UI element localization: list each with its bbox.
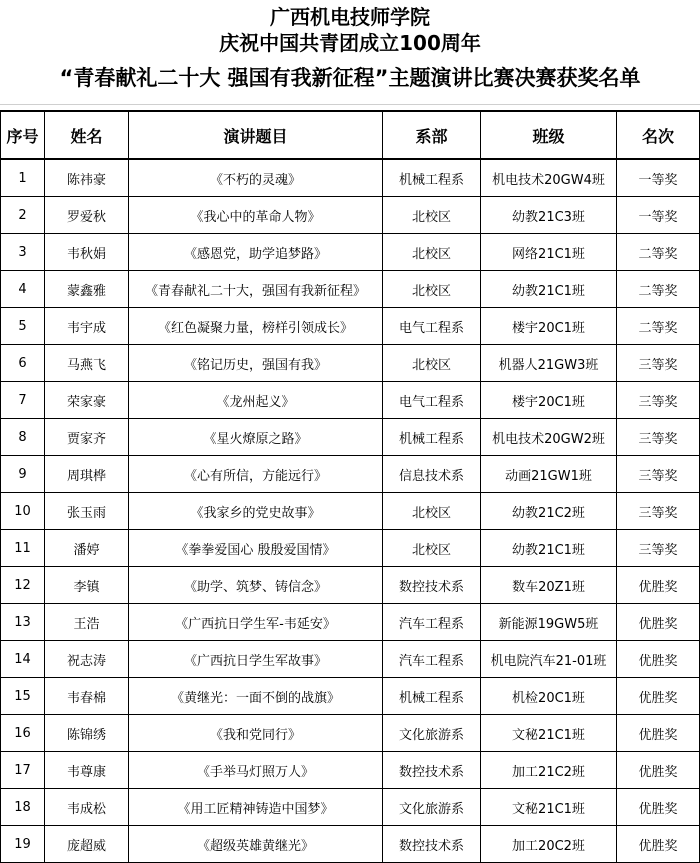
document-header	[0, 0, 700, 105]
row-number: 9	[1, 456, 45, 493]
table-row	[1, 789, 700, 826]
table-row	[1, 234, 700, 271]
row-class: 楼宇20C1班	[481, 308, 617, 345]
row-topic: 《龙州起义》	[129, 382, 383, 419]
row-award: 二等奖	[617, 234, 700, 271]
row-number: 2	[1, 197, 45, 234]
row-topic: 《手举马灯照万人》	[129, 752, 383, 789]
row-department: 北校区	[383, 271, 481, 308]
row-class: 机电院汽车21-01班	[481, 641, 617, 678]
row-class: 楼宇20C1班	[481, 382, 617, 419]
row-topic: 《红色凝聚力量，榜样引领成长》	[129, 308, 383, 345]
table-row	[1, 271, 700, 308]
row-number: 4	[1, 271, 45, 308]
row-topic: 《拳拳爱国心 殷殷爱国情》	[129, 530, 383, 567]
row-number: 18	[1, 789, 45, 826]
row-topic: 《我家乡的党史故事》	[129, 493, 383, 530]
row-department: 数控技术系	[383, 826, 481, 863]
row-award: 三等奖	[617, 419, 700, 456]
row-department: 文化旅游系	[383, 715, 481, 752]
document-title: “青春献礼二十大 强国有我新征程”主题演讲比赛决赛获奖名单	[59, 66, 641, 90]
row-number: 7	[1, 382, 45, 419]
row-award: 一等奖	[617, 197, 700, 234]
row-department: 北校区	[383, 493, 481, 530]
row-number: 3	[1, 234, 45, 271]
row-department: 电气工程系	[383, 382, 481, 419]
row-number: 6	[1, 345, 45, 382]
row-class: 幼教21C3班	[481, 197, 617, 234]
table-row	[1, 456, 700, 493]
row-name: 韦成松	[45, 789, 129, 826]
row-class: 幼教21C2班	[481, 493, 617, 530]
row-topic: 《不朽的灵魂》	[129, 159, 383, 197]
table-row	[1, 567, 700, 604]
row-class: 文秘21C1班	[481, 715, 617, 752]
row-award: 优胜奖	[617, 715, 700, 752]
row-award: 优胜奖	[617, 678, 700, 715]
row-name: 庞超威	[45, 826, 129, 863]
row-topic: 《我心中的革命人物》	[129, 197, 383, 234]
row-class: 数车20Z1班	[481, 567, 617, 604]
row-award: 三等奖	[617, 382, 700, 419]
row-award: 优胜奖	[617, 604, 700, 641]
row-department: 北校区	[383, 345, 481, 382]
row-class: 幼教21C1班	[481, 530, 617, 567]
row-number: 12	[1, 567, 45, 604]
row-name: 马燕飞	[45, 345, 129, 382]
row-name: 陈锦绣	[45, 715, 129, 752]
table-row	[1, 752, 700, 789]
table-row	[1, 715, 700, 752]
row-number: 15	[1, 678, 45, 715]
row-name: 王浩	[45, 604, 129, 641]
row-name: 罗爱秋	[45, 197, 129, 234]
row-number: 17	[1, 752, 45, 789]
table-row	[1, 530, 700, 567]
table-row	[1, 159, 700, 197]
header-class: 班级	[481, 111, 617, 159]
header-award: 名次	[617, 111, 700, 159]
row-name: 韦尊康	[45, 752, 129, 789]
table-row	[1, 345, 700, 382]
row-topic: 《用工匠精神铸造中国梦》	[129, 789, 383, 826]
row-topic: 《感恩党，助学追梦路》	[129, 234, 383, 271]
row-class: 网络21C1班	[481, 234, 617, 271]
row-award: 三等奖	[617, 493, 700, 530]
school-name: 广西机电技师学院	[270, 5, 430, 29]
row-class: 加工20C2班	[481, 826, 617, 863]
table-row	[1, 419, 700, 456]
row-department: 信息技术系	[383, 456, 481, 493]
row-department: 机械工程系	[383, 159, 481, 197]
row-award: 优胜奖	[617, 789, 700, 826]
row-award: 二等奖	[617, 308, 700, 345]
row-award: 三等奖	[617, 530, 700, 567]
row-number: 11	[1, 530, 45, 567]
row-topic: 《星火燎原之路》	[129, 419, 383, 456]
row-number: 1	[1, 159, 45, 197]
row-class: 文秘21C1班	[481, 789, 617, 826]
row-award: 三等奖	[617, 456, 700, 493]
row-award: 二等奖	[617, 271, 700, 308]
row-department: 电气工程系	[383, 308, 481, 345]
row-class: 机器人21GW3班	[481, 345, 617, 382]
row-name: 潘婷	[45, 530, 129, 567]
row-topic: 《心有所信，方能远行》	[129, 456, 383, 493]
row-award: 优胜奖	[617, 826, 700, 863]
row-award: 优胜奖	[617, 641, 700, 678]
row-topic: 《我和党同行》	[129, 715, 383, 752]
row-name: 陈祎豪	[45, 159, 129, 197]
table-row	[1, 382, 700, 419]
row-topic: 《助学、筑梦、铸信念》	[129, 567, 383, 604]
row-number: 16	[1, 715, 45, 752]
row-topic: 《黄继光：一面不倒的战旗》	[129, 678, 383, 715]
award-table	[0, 110, 700, 863]
row-department: 机械工程系	[383, 419, 481, 456]
row-class: 动画21GW1班	[481, 456, 617, 493]
row-name: 蒙鑫雅	[45, 271, 129, 308]
row-number: 14	[1, 641, 45, 678]
table-row	[1, 604, 700, 641]
row-department: 文化旅游系	[383, 789, 481, 826]
row-number: 19	[1, 826, 45, 863]
row-department: 北校区	[383, 197, 481, 234]
row-number: 13	[1, 604, 45, 641]
row-class: 机检20C1班	[481, 678, 617, 715]
row-class: 机电技术20GW4班	[481, 159, 617, 197]
row-number: 8	[1, 419, 45, 456]
row-department: 数控技术系	[383, 567, 481, 604]
row-topic: 《广西抗日学生军故事》	[129, 641, 383, 678]
table-row	[1, 493, 700, 530]
row-name: 祝志涛	[45, 641, 129, 678]
row-department: 汽车工程系	[383, 604, 481, 641]
row-name: 贾家齐	[45, 419, 129, 456]
row-class: 新能源19GW5班	[481, 604, 617, 641]
row-name: 张玉雨	[45, 493, 129, 530]
row-number: 5	[1, 308, 45, 345]
row-award: 优胜奖	[617, 752, 700, 789]
row-name: 韦春棉	[45, 678, 129, 715]
table-body	[1, 159, 700, 863]
table-row	[1, 641, 700, 678]
table-header-row	[1, 111, 700, 159]
table-row	[1, 678, 700, 715]
row-name: 周琪桦	[45, 456, 129, 493]
table-row	[1, 308, 700, 345]
row-topic: 《铭记历史，强国有我》	[129, 345, 383, 382]
row-topic: 《青春献礼二十大，强国有我新征程》	[129, 271, 383, 308]
row-name: 韦秋娟	[45, 234, 129, 271]
row-award: 优胜奖	[617, 567, 700, 604]
row-topic: 《广西抗日学生军-韦延安》	[129, 604, 383, 641]
table-row	[1, 826, 700, 863]
header-department: 系部	[383, 111, 481, 159]
row-award: 一等奖	[617, 159, 700, 197]
document-subtitle: 庆祝中国共青团成立100周年	[219, 31, 481, 55]
row-name: 李镇	[45, 567, 129, 604]
row-topic: 《超级英雄黄继光》	[129, 826, 383, 863]
header-number: 序号	[1, 111, 45, 159]
header-topic: 演讲题目	[129, 111, 383, 159]
row-department: 北校区	[383, 234, 481, 271]
header-name: 姓名	[45, 111, 129, 159]
table-row	[1, 197, 700, 234]
row-class: 加工21C2班	[481, 752, 617, 789]
row-class: 机电技术20GW2班	[481, 419, 617, 456]
row-department: 数控技术系	[383, 752, 481, 789]
row-number: 10	[1, 493, 45, 530]
row-department: 汽车工程系	[383, 641, 481, 678]
row-department: 北校区	[383, 530, 481, 567]
row-class: 幼教21C1班	[481, 271, 617, 308]
row-name: 韦宇成	[45, 308, 129, 345]
row-name: 荣家豪	[45, 382, 129, 419]
row-department: 机械工程系	[383, 678, 481, 715]
row-award: 三等奖	[617, 345, 700, 382]
